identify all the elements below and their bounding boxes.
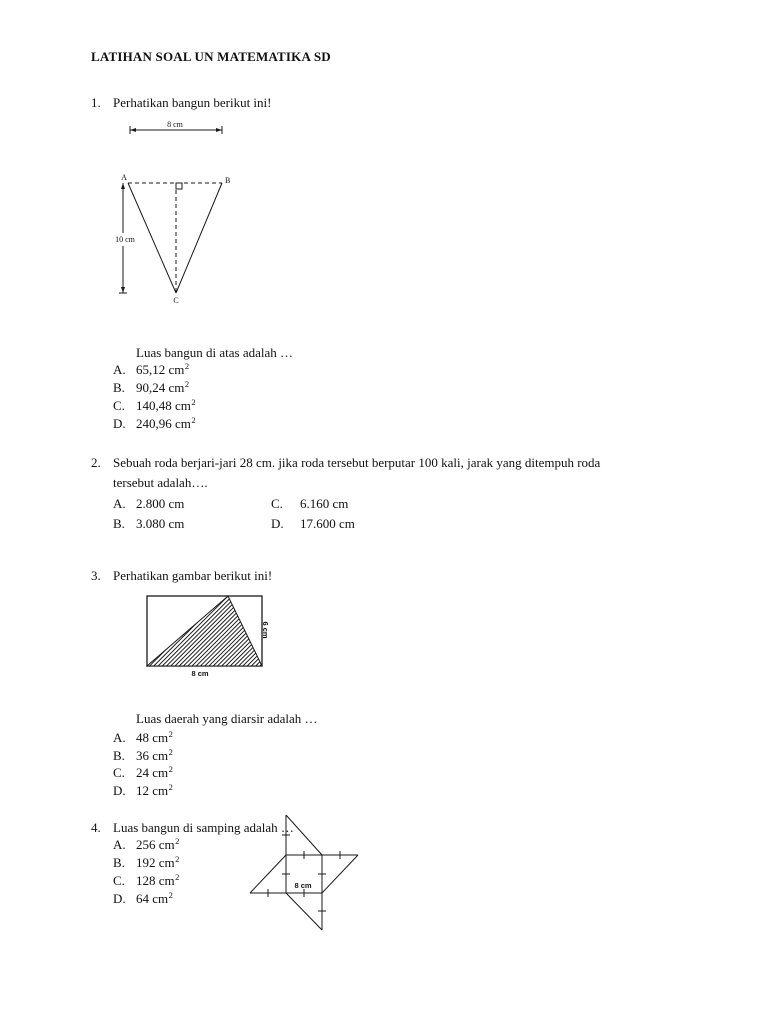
- option-value: 65,12 cm: [136, 362, 185, 377]
- figure-rectangle-shaded-triangle: [140, 590, 280, 682]
- question-4-prompt: Luas bangun di samping adalah …: [113, 820, 294, 835]
- option-value: 256 cm: [136, 837, 175, 852]
- question-1-prompt: Perhatikan bangun berikut ini!: [113, 95, 272, 110]
- arrow-right-icon: [216, 128, 222, 132]
- side-dimension-label: 10 cm: [115, 235, 135, 244]
- option-answer: [136, 855, 179, 871]
- top-triangle-hypotenuse: [286, 815, 322, 855]
- option-answer: [136, 362, 189, 378]
- question-1-number: 1.: [91, 95, 101, 110]
- option-value: 6.160 cm: [300, 496, 349, 511]
- option-letter: D.: [113, 891, 126, 906]
- question-4-number: 4.: [91, 820, 101, 835]
- vertex-a-label: A: [121, 173, 127, 182]
- option-letter: C.: [113, 873, 125, 888]
- option-exponent: 2: [184, 379, 190, 389]
- option-value: 2.800 cm: [136, 496, 185, 511]
- option-letter: A.: [113, 837, 126, 852]
- option-letter: B.: [113, 748, 125, 763]
- left-triangle-hypotenuse: [250, 855, 286, 893]
- figure-triangle-abc: [100, 115, 250, 310]
- question-2-number: 2.: [91, 455, 101, 470]
- option-answer: [136, 748, 173, 764]
- option-answer: [136, 783, 173, 799]
- option-value: 64 cm: [136, 891, 169, 906]
- option-answer: [136, 873, 179, 889]
- option-answer: [136, 765, 173, 781]
- option-letter: D.: [113, 783, 126, 798]
- option-answer: [136, 837, 179, 853]
- option-exponent: 2: [175, 872, 180, 882]
- option-answer: [136, 730, 173, 746]
- question-1-stem: Luas bangun di atas adalah …: [136, 345, 294, 360]
- option-exponent: 2: [175, 836, 180, 846]
- question-2-prompt-line-1: Sebuah roda berjari-jari 28 cm. jika roda tersebut berputar 100 kali, jarak yang ditempuh roda: [113, 455, 601, 470]
- option-answer: [136, 891, 173, 907]
- option-value: 192 cm: [136, 855, 175, 870]
- option-exponent: 2: [191, 397, 196, 407]
- option-letter: C.: [113, 398, 125, 413]
- option-letter: B.: [113, 380, 125, 395]
- option-letter: A.: [113, 496, 126, 511]
- option-exponent: 2: [191, 415, 196, 425]
- option-value: 140,48 cm: [136, 398, 191, 413]
- option-exponent: 2: [168, 764, 173, 774]
- width-label: 8 cm: [191, 669, 209, 678]
- right-triangle-hypotenuse: [322, 855, 358, 893]
- option-answer: [136, 398, 196, 414]
- arrow-left-icon: [130, 128, 136, 132]
- option-letter: D.: [271, 516, 284, 531]
- right-angle-marker: [176, 183, 182, 189]
- option-answer: [136, 380, 189, 396]
- bottom-triangle-hypotenuse: [286, 893, 322, 930]
- option-value: 90,24 cm: [136, 380, 185, 395]
- height-label: 6 cm: [261, 621, 271, 639]
- question-3-prompt: Perhatikan gambar berikut ini!: [113, 568, 273, 583]
- question-3-number: 3.: [91, 568, 101, 583]
- figure-square-with-triangles: [245, 810, 365, 935]
- arrow-up-icon: [121, 183, 125, 189]
- option-letter: B.: [113, 855, 125, 870]
- option-value: 48 cm: [136, 730, 169, 745]
- option-value: 3.080 cm: [136, 516, 185, 531]
- arrow-down-icon: [121, 287, 125, 293]
- option-letter: D.: [113, 416, 126, 431]
- option-letter: C.: [113, 765, 125, 780]
- question-3-stem: Luas daerah yang diarsir adalah …: [136, 711, 318, 726]
- option-exponent: 2: [168, 782, 173, 792]
- page-title: LATIHAN SOAL UN MATEMATIKA SD: [91, 49, 331, 64]
- option-exponent: 2: [175, 854, 180, 864]
- option-value: 12 cm: [136, 783, 169, 798]
- option-exponent: 2: [168, 747, 173, 757]
- option-value: 128 cm: [136, 873, 175, 888]
- option-letter: A.: [113, 362, 126, 377]
- option-value: 24 cm: [136, 765, 169, 780]
- option-letter: C.: [271, 496, 283, 511]
- option-value: 240,96 cm: [136, 416, 191, 431]
- option-letter: B.: [113, 516, 125, 531]
- option-exponent: 2: [184, 361, 190, 371]
- option-answer: [136, 416, 196, 432]
- top-dimension-label: 8 cm: [167, 120, 183, 129]
- side-bc: [176, 183, 222, 293]
- square-side-label: 8 cm: [294, 881, 312, 890]
- vertex-b-label: B: [225, 176, 231, 185]
- question-2-prompt-line-2: tersebut adalah….: [113, 475, 208, 490]
- option-value: 36 cm: [136, 748, 169, 763]
- vertex-c-label: C: [173, 296, 179, 305]
- option-letter: A.: [113, 730, 126, 745]
- option-exponent: 2: [168, 729, 173, 739]
- side-ac: [128, 183, 176, 293]
- option-exponent: 2: [168, 890, 173, 900]
- option-value: 17.600 cm: [300, 516, 355, 531]
